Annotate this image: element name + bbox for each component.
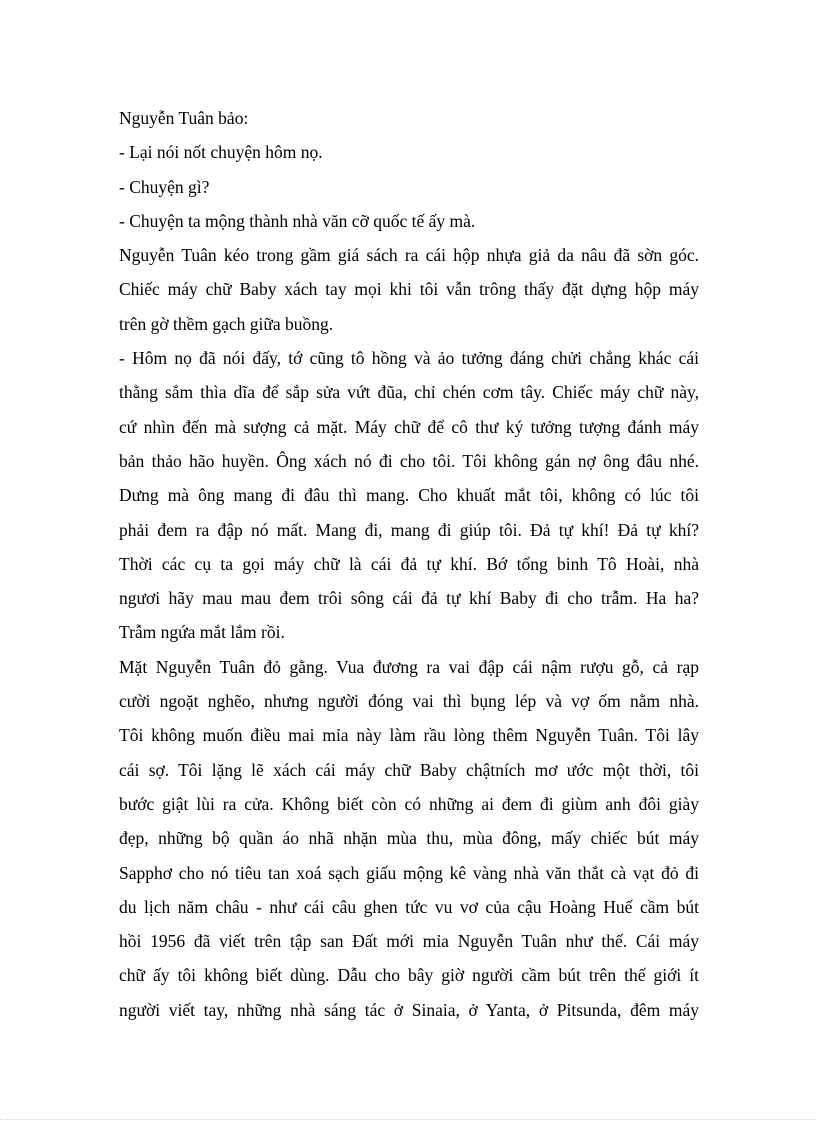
text-line: ngươi hãy mau mau đem trôi sông cái đả tự khí Baby đi cho trẫm. Ha ha? — [119, 588, 699, 609]
text-line: Tôi không muốn điều mai mỉa này làm rầu lòng thêm Nguyễn Tuân. Tôi lây — [119, 725, 699, 746]
text-line: du lịch năm châu - như cái câu ghen tức vu vơ của cậu Hoàng Huế cầm bút — [119, 896, 699, 917]
text-line: Mặt Nguyễn Tuân đỏ gằng. Vua đương ra vai đập cái nậm rượu gỗ, cả rạp — [119, 656, 699, 677]
text-line: cứ nhìn đến mà sượng cả mặt. Máy chữ để cô thư ký tưởng tượng đánh máy — [119, 416, 699, 437]
text-line: Trẫm ngứa mắt lắm rồi. — [119, 622, 285, 643]
text-line: Chiếc máy chữ Baby xách tay mọi khi tôi vẫn trông thấy đặt dựng hộp máy — [119, 279, 699, 300]
text-line: - Lại nói nốt chuyện hôm nọ. — [119, 142, 323, 163]
text-line: hồi 1956 đã viết trên tập san Đất mới mỉa Nguyễn Tuân như thế. Cái máy — [119, 931, 699, 952]
text-line: cái sợ. Tôi lặng lẽ xách cái máy chữ Baby chậtních mơ ước một thời, tôi — [119, 759, 699, 780]
text-line: bước giật lùi ra cửa. Không biết còn có những ai đem đi giùm anh đôi giày — [119, 793, 699, 814]
text-line: đẹp, những bộ quần áo nhã nhặn mùa thu, mùa đông, mấy chiếc bút máy — [119, 828, 699, 849]
text-line: - Chuyện gì? — [119, 176, 210, 197]
text-line: Sapphơ cho nó tiêu tan xoá sạch giấu mộng kê vàng nhà văn thắt cà vạt đỏ đi — [119, 862, 699, 883]
text-line: Dưng mà ông mang đi đâu thì mang. Cho khuất mắt tôi, không có lúc tôi — [119, 485, 699, 506]
text-line: cười ngoặt nghẽo, nhưng người đóng vai thì bụng lép và vợ ốm nằm nhà. — [119, 691, 699, 712]
text-line: người viết tay, những nhà sáng tác ở Sinaia, ở Yanta, ở Pitsunda, đêm máy — [119, 999, 699, 1020]
text-line: chữ ấy tôi không biết dùng. Dẫu cho bây giờ người cầm bút trên thế giới ít — [119, 965, 699, 986]
document-body — [119, 101, 699, 1027]
text-line: Thời các cụ ta gọi máy chữ là cái đả tự khí. Bớ tổng binh Tô Hoài, nhà — [119, 553, 699, 574]
text-line: Nguyễn Tuân bảo: — [119, 108, 249, 128]
text-line: bản thảo hão huyền. Ông xách nó đi cho tôi. Tôi không gán nợ ông đâu nhé. — [119, 450, 699, 471]
text-line: thằng sắm thìa dĩa để sắp sửa vứt đũa, chỉ chén cơm tây. Chiếc máy chữ này, — [119, 382, 699, 403]
text-line: - Hôm nọ đã nói đấy, tớ cũng tô hồng và ảo tưởng đáng chửi chẳng khác cái — [119, 348, 699, 369]
page-bottom-divider — [0, 1119, 816, 1120]
text-line: Nguyễn Tuân kéo trong gầm giá sách ra cái hộp nhựa giả da nâu đã sờn góc. — [119, 245, 699, 266]
text-line: phải đem ra đập nó mất. Mang đi, mang đi giúp tôi. Đả tự khí! Đả tự khí? — [119, 519, 699, 540]
text-line: - Chuyện ta mộng thành nhà văn cỡ quốc tế ấy mà. — [119, 210, 476, 231]
text-line: trên gờ thềm gạch giữa buồng. — [119, 313, 334, 334]
